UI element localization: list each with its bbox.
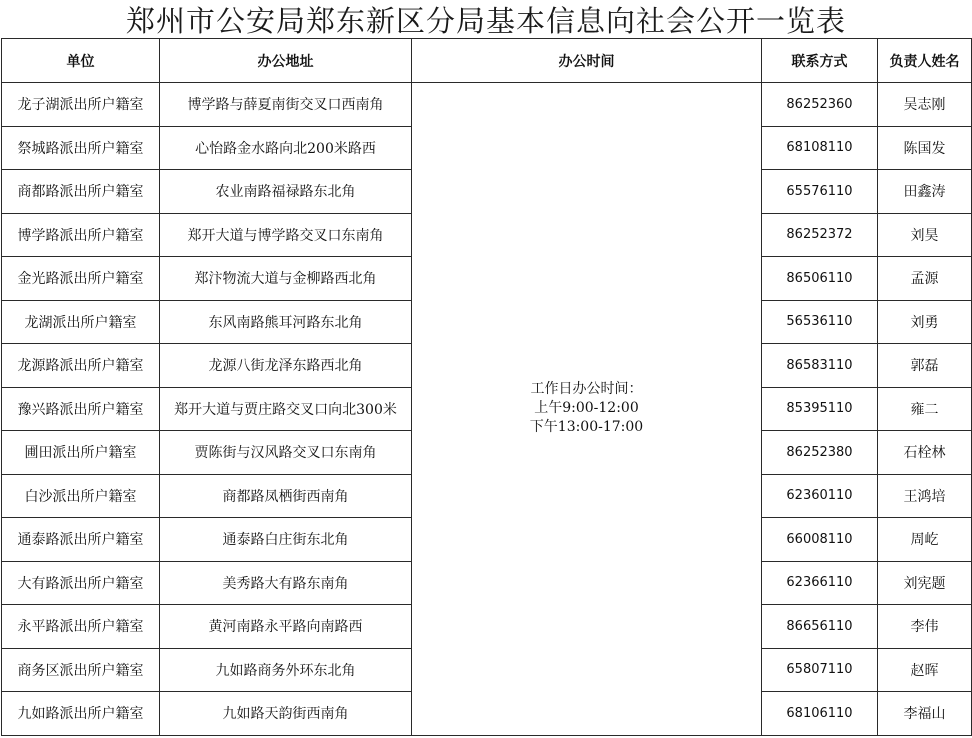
cell-person: 郭磊 [878,344,972,388]
cell-person: 孟源 [878,257,972,301]
cell-unit: 商都路派出所户籍室 [2,170,160,214]
cell-phone: 62360110 [762,474,878,518]
cell-address: 农业南路福禄路东北角 [160,170,412,214]
cell-person: 刘昊 [878,213,972,257]
header-person: 负责人姓名 [878,39,972,83]
cell-phone: 62366110 [762,561,878,605]
info-table [1,38,972,736]
cell-address: 美秀路大有路东南角 [160,561,412,605]
header-address: 办公地址 [160,39,412,83]
cell-person: 刘宪题 [878,561,972,605]
cell-address: 通泰路白庄街东北角 [160,518,412,562]
cell-unit: 商务区派出所户籍室 [2,648,160,692]
cell-person: 陈国发 [878,126,972,170]
cell-unit: 龙子湖派出所户籍室 [2,83,160,127]
cell-unit: 博学路派出所户籍室 [2,213,160,257]
cell-person: 赵晖 [878,648,972,692]
cell-phone: 86506110 [762,257,878,301]
cell-address: 黄河南路永平路向南路西 [160,605,412,649]
cell-unit: 金光路派出所户籍室 [2,257,160,301]
cell-person: 田鑫涛 [878,170,972,214]
cell-address: 商都路凤栖街西南角 [160,474,412,518]
cell-person: 李福山 [878,692,972,736]
page-title: 郑州市公安局郑东新区分局基本信息向社会公开一览表 [125,4,846,38]
cell-address: 心怡路金水路向北200米路西 [160,126,412,170]
cell-person: 李伟 [878,605,972,649]
cell-phone: 86252372 [762,213,878,257]
cell-unit: 九如路派出所户籍室 [2,692,160,736]
office-hours-text [530,380,643,437]
cell-phone: 56536110 [762,300,878,344]
header-unit: 单位 [2,39,160,83]
cell-address: 郑开大道与博学路交叉口东南角 [160,213,412,257]
cell-unit: 永平路派出所户籍室 [2,605,160,649]
table-header [2,39,972,83]
cell-phone: 68106110 [762,692,878,736]
cell-address: 郑汴物流大道与金柳路西北角 [160,257,412,301]
office-hours-line2: 上午9:00-12:00 [534,400,639,417]
cell-phone: 86252360 [762,83,878,127]
cell-unit: 龙源路派出所户籍室 [2,344,160,388]
cell-address: 龙源八街龙泽东路西北角 [160,344,412,388]
cell-person: 石栓林 [878,431,972,475]
cell-phone: 86656110 [762,605,878,649]
cell-address: 九如路商务外环东北角 [160,648,412,692]
cell-address: 东风南路熊耳河路东北角 [160,300,412,344]
cell-unit: 白沙派出所户籍室 [2,474,160,518]
cell-unit: 龙湖派出所户籍室 [2,300,160,344]
cell-phone: 65807110 [762,648,878,692]
cell-unit: 圃田派出所户籍室 [2,431,160,475]
office-hours-line3: 下午13:00-17:00 [529,419,644,436]
cell-address: 博学路与薛夏南街交叉口西南角 [160,83,412,127]
cell-phone: 68108110 [762,126,878,170]
cell-office-hours [412,83,762,736]
cell-address: 郑开大道与贾庄路交叉口向北300米 [160,387,412,431]
cell-person: 周屹 [878,518,972,562]
cell-unit: 大有路派出所户籍室 [2,561,160,605]
cell-phone: 85395110 [762,387,878,431]
header-hours: 办公时间 [412,39,762,83]
table-row [2,83,972,127]
office-hours-line1: 工作日办公时间： [530,381,643,398]
cell-phone: 86252380 [762,431,878,475]
cell-person: 吴志刚 [878,83,972,127]
cell-address: 贾陈街与汉风路交叉口东南角 [160,431,412,475]
table-body [2,83,972,736]
cell-person: 刘勇 [878,300,972,344]
cell-address: 九如路天韵街西南角 [160,692,412,736]
header-contact: 联系方式 [762,39,878,83]
cell-unit: 通泰路派出所户籍室 [2,518,160,562]
cell-phone: 65576110 [762,170,878,214]
header-row [2,39,972,83]
cell-person: 王鸿培 [878,474,972,518]
cell-unit: 祭城路派出所户籍室 [2,126,160,170]
cell-phone: 66008110 [762,518,878,562]
cell-person: 雍二 [878,387,972,431]
cell-phone: 86583110 [762,344,878,388]
cell-unit: 豫兴路派出所户籍室 [2,387,160,431]
